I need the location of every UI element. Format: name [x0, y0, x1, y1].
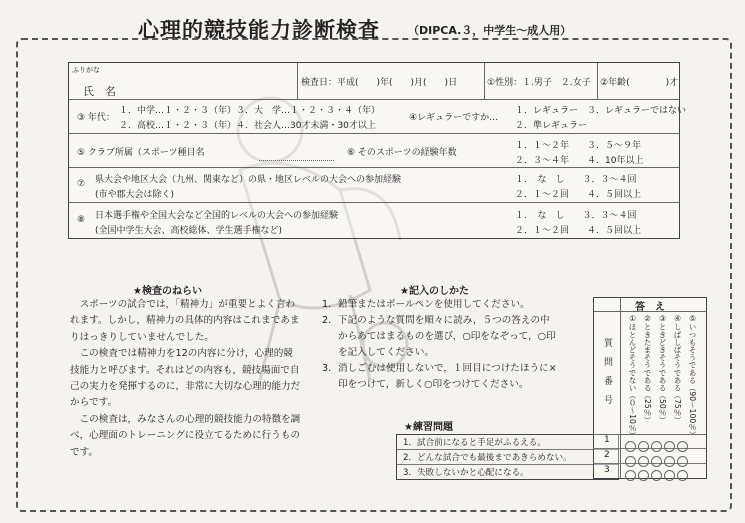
national-option-1[interactable]: １． な し ３．３～４回 — [515, 211, 637, 221]
generation-option-1[interactable]: １．中学…１・２・３（年）３．大 学…１・２・３・４（年） — [119, 106, 381, 116]
howto-item: 2． 下記のような質問を順々に読み，５つの答えの中からあてはまるものを選び，○印をなぞって，○印を記入してください。 — [322, 315, 556, 358]
question-number-label: 質問番号 — [602, 338, 612, 414]
practice-row: 1．試合前になると手足がふるえる。 — [403, 438, 546, 448]
regional-row — [69, 167, 679, 202]
answer-sheet — [593, 297, 707, 479]
generation-row — [69, 99, 687, 133]
practice-table — [396, 434, 619, 480]
howto-heading: ★記入のしかた — [400, 286, 469, 297]
regional-note: (市や郡大会は除く) — [95, 190, 175, 200]
howto-item: 3． 消しごむは使用しないで，１回目につけたほうに×印をつけて，新しく○印をつけてください。 — [322, 363, 557, 390]
experience-option-1[interactable]: １．１～２年 ３．５～９年 — [515, 141, 642, 151]
answer-row-number: 1 — [604, 435, 610, 445]
page-subtitle: （DIPCA.３，中学生～成人用） — [408, 24, 572, 37]
national-note: (全国中学生大会、高校総体、学生選手権など) — [95, 226, 283, 236]
age-field[interactable]: ②年齢( )才 — [600, 78, 679, 88]
choice-4-label: ④しばしばそうである（75％） — [673, 314, 682, 424]
exam-date[interactable]: 検査日：平成( )年( )月( )日 — [301, 78, 458, 88]
answer-heading: 答 え — [594, 298, 706, 312]
choice-3-label: ③ときどきそうである（50％） — [658, 314, 667, 424]
practice-row: 3．失敗しないかと心配になる。 — [397, 464, 618, 479]
choice-2-label: ②ときたまそうである（25％） — [643, 314, 652, 424]
aim-text — [70, 297, 302, 461]
regional-question: 県大会や地区大会（九州、関東など）の県・地区レベルの大会への参加経験 — [95, 175, 402, 185]
aim-paragraph-3: この検査は，みなさんの心理的競技能力の特徴を調べ，心理面のトレーニングに役立てるために行うものです。 — [70, 413, 301, 458]
furigana-label: ふりがな — [72, 66, 100, 74]
practice-heading: ★練習問題 — [404, 422, 453, 433]
name-field[interactable] — [117, 67, 297, 95]
regional-option-2[interactable]: ２．１～２回 ４．５回以上 — [515, 190, 642, 200]
name-row — [69, 63, 679, 99]
club-label: ⑤ クラブ所属（スポーツ種目名 — [77, 148, 205, 158]
answer-bubbles-row-3[interactable] — [625, 466, 690, 485]
aim-heading: ★検査のねらい — [133, 286, 202, 297]
generation-option-2[interactable]: ２．高校…１・２・３（年）４．社会人…30才未満・30才以上 — [119, 121, 376, 131]
regular-option-1[interactable]: １．レギュラー ３．レギュラーではない — [515, 106, 687, 116]
choice-1-label: ①ほとんどそうでない（０～10％） — [628, 314, 637, 440]
regular-label: ④レギュラーですか… — [409, 113, 499, 123]
national-number: ⑧ — [77, 215, 86, 225]
national-row — [69, 202, 679, 238]
aim-paragraph-2: この検査では精神力を12の内容に分け，心理的競技能力と呼びます。それはどの内容も，競技場面で自己の実力を発揮するのに，非常に大切な心理的能力だからです。 — [70, 348, 301, 409]
regional-option-1[interactable]: １． な し ３．３～４回 — [515, 175, 637, 185]
profile-form — [68, 62, 687, 239]
page-title: 心理的競技能力診断検査 — [138, 18, 380, 42]
regular-option-2[interactable]: ２．準レギュラー — [515, 121, 588, 131]
national-question: 日本選手権や全国大会など全国的レベルの大会への参加経験 — [95, 211, 339, 221]
practice-row: 2．どんな試合でも最後まであきらめない。 — [397, 449, 618, 464]
regional-number: ⑦ — [77, 179, 86, 189]
club-row — [69, 133, 679, 167]
name-label: 氏 名 — [83, 85, 116, 98]
sex-field[interactable]: ①性別：１.男子 ２.女子 — [487, 78, 591, 88]
experience-option-2[interactable]: ２．３～４年 ４．10年以上 — [515, 156, 644, 166]
generation-label: ③ 年代： — [77, 113, 115, 123]
answer-row-number: 3 — [604, 465, 610, 475]
choice-5-label: ⑤いつもそうである（90～100％） — [688, 314, 697, 439]
howto-list — [322, 297, 557, 393]
national-option-2[interactable]: ２．１～２回 ４．５回以上 — [515, 226, 642, 236]
howto-item: 1． 鉛筆またはボールペンを使用してください。 — [322, 299, 530, 310]
aim-paragraph-1: スポーツの試合では，「精神力」が重要とよく言われます。しかし，精神力の具体的内容はこれまであまりはっきりしていませんでした。 — [70, 299, 300, 343]
experience-label: ⑥ そのスポーツの経験年数 — [347, 148, 457, 158]
club-field[interactable] — [259, 154, 334, 164]
answer-row-number: 2 — [604, 450, 610, 460]
